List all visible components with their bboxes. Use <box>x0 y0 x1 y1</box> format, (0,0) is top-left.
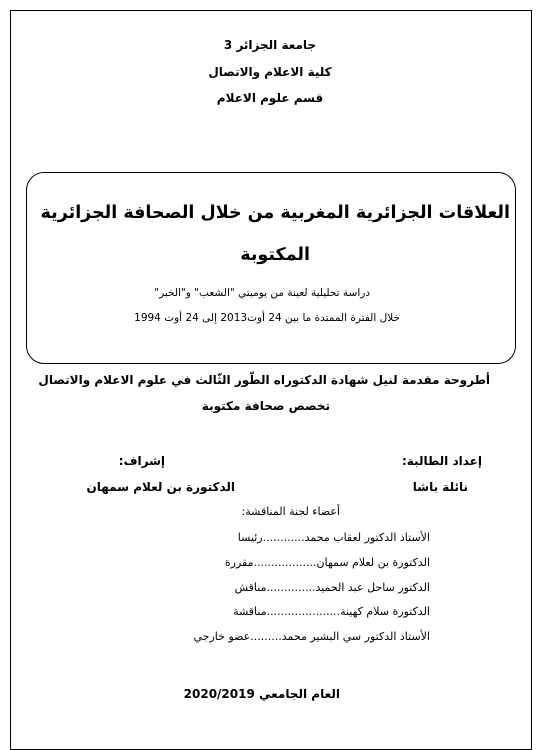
student-name: نائلة باشا <box>412 480 468 494</box>
committee-member <box>110 605 430 618</box>
member-role: مناقش <box>234 581 267 594</box>
member-name: الدكتورة بن لعلام سمهان <box>316 556 430 569</box>
committee-member <box>110 531 430 544</box>
faculty-name: كلية الاعلام والاتصال <box>208 65 332 79</box>
supervisor-label: إشراف: <box>118 454 165 468</box>
dots-leader: .................. <box>253 556 317 569</box>
supervisor-name: الدكتورة بن لعلام سمهان <box>86 480 235 494</box>
committee-member <box>110 581 430 594</box>
thesis-purpose: أطروحة مقدمة لنيل شهادة الدكتوراه الطّور الثّالث في علوم الاعلام والاتصال <box>38 373 490 387</box>
committee-member <box>110 556 430 569</box>
student-label: إعداد الطالبة: <box>402 454 482 468</box>
thesis-title-line2: المكتوبة <box>240 245 310 265</box>
study-subtitle: دراسة تحليلية لعينة من يوميتي "الشعب" و"الخبر" <box>154 287 370 299</box>
dots-leader: ..................... <box>266 605 341 618</box>
committee-heading: أعضاء لجنة المناقشة: <box>241 505 340 518</box>
department-name: قسم علوم الاعلام <box>216 91 324 105</box>
academic-year: العام الجامعي 2020/2019 <box>183 687 340 701</box>
member-role: رئيسا <box>237 531 263 544</box>
dots-leader: ......... <box>250 630 282 643</box>
committee-member <box>110 630 430 643</box>
thesis-specialty: تخصص صحافة مكتوبة <box>201 399 330 413</box>
member-name: الأستاذ الدكتور سي البشير محمد <box>281 630 430 643</box>
member-role: مقررة <box>224 556 254 569</box>
study-period: خلال الفترة الممتدة ما بين 24 أوت2013 إلى 24 أوت 1994 <box>134 312 400 324</box>
member-name: الأستاذ الدكتور لعقاب محمد <box>304 531 430 544</box>
dots-leader: ............ <box>262 531 305 544</box>
member-role: مناقشة <box>233 605 267 618</box>
university-name: جامعة الجزائر 3 <box>223 38 317 52</box>
member-name: الدكتورة سلام كهينة <box>340 605 430 618</box>
thesis-title-line1: العلاقات الجزائرية المغربية من خلال الصحافة الجزائرية <box>40 203 510 223</box>
member-role: عضو خارجي <box>193 630 251 643</box>
dots-leader: .............. <box>266 581 316 594</box>
member-name: الدكتور ساحل عبد الحميد <box>315 581 430 594</box>
title-box <box>26 172 516 364</box>
